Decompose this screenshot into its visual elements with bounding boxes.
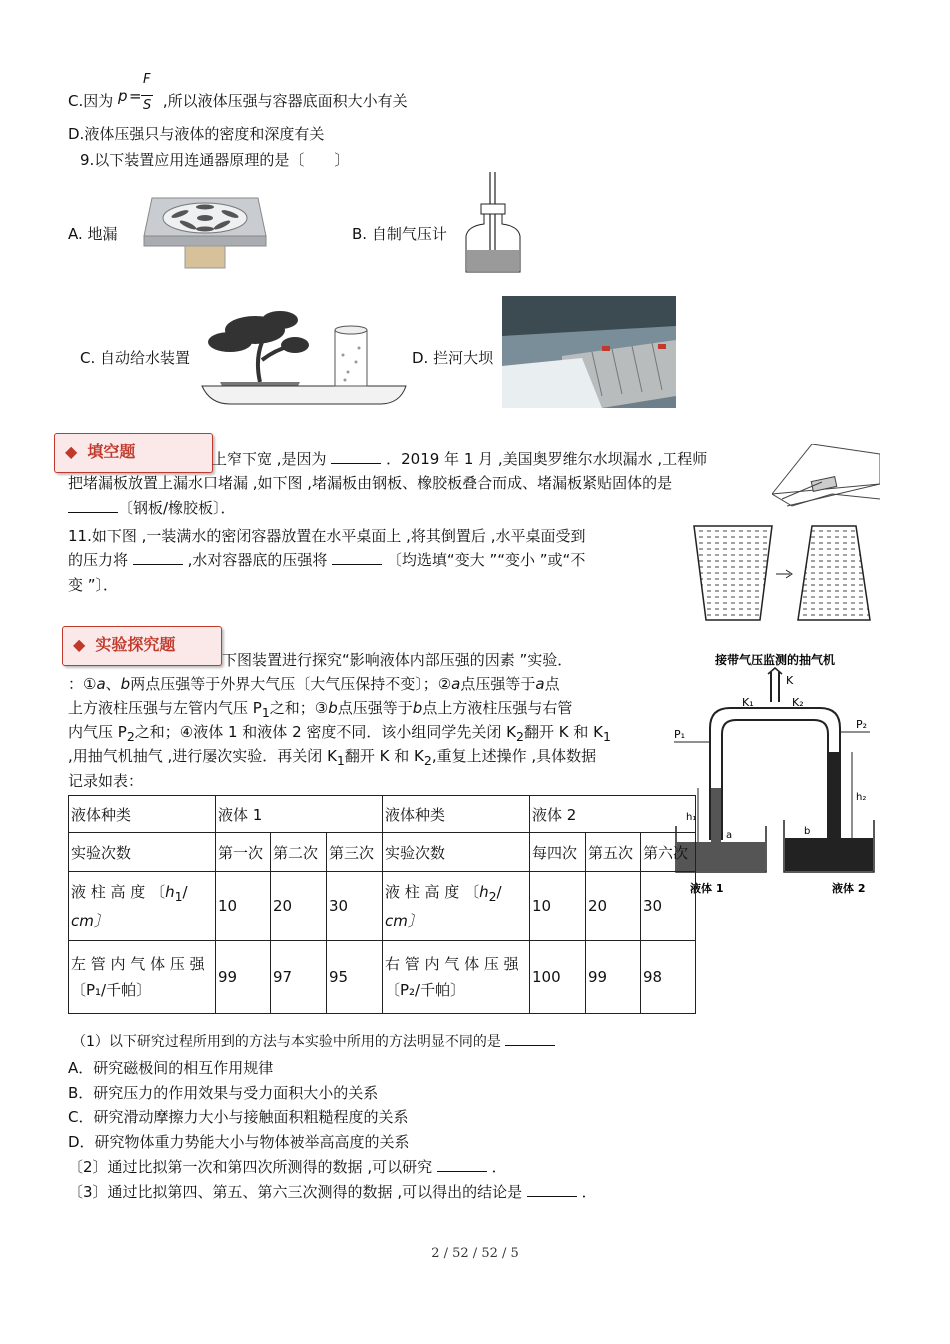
table-cell (69, 872, 216, 941)
q12-l4a: ,用抽气机抽气 ,进行屡次实验．再关闭 K (68, 747, 337, 765)
q9-option-b: B. 自制气压计 (352, 225, 447, 243)
table-cell: 30 (327, 872, 383, 941)
table-cell: 液体 1 (216, 796, 383, 833)
formula-denominator: S (143, 98, 152, 113)
table-cell: 第五次 (586, 833, 641, 872)
table-cell: 液体种类 (383, 796, 530, 833)
q12-l2a: 上方液柱压强与左管内气压 P (68, 699, 262, 717)
label-p1: P₁ (674, 728, 686, 741)
q12-l2c: 点压强等于 (337, 699, 413, 717)
sub3-text: 〔3〕通过比拟第四、第五、第六三次测得的数据 ,可以得出的结论是 (68, 1183, 523, 1201)
q12-line-4 (68, 746, 596, 771)
q12-line-0: 下图装置进行探究“影响液体内部压强的因素 ”实验． (222, 651, 573, 669)
q9-stem: 9.以下装置应用连通器原理的是〔 〕 (80, 151, 350, 169)
row3-right-sub: 2 (488, 888, 497, 904)
sub2 (68, 1157, 507, 1177)
experiment-apparatus-figure (670, 650, 880, 918)
table-cell: 20 (586, 872, 641, 941)
q12-l3sub: 2 (126, 729, 135, 744)
row3-left-unit: cm〕 (71, 911, 109, 930)
table-cell: 100 (530, 941, 586, 1014)
label-b: b (804, 826, 811, 837)
q12-l1b: 、 (105, 675, 121, 693)
table-cell: 液体 2 (530, 796, 696, 833)
row3-left-sub: 1 (174, 888, 183, 904)
q11-blank-2[interactable] (332, 564, 382, 565)
q12-l4sub: 1 (336, 753, 345, 768)
row3-right-a: 液 柱 高 度 〔 (385, 882, 480, 901)
row4-left-a: 左 管 内 气 体 压 强 (71, 955, 205, 973)
floor-drain-image (140, 190, 270, 272)
sub1-option-c: C．研究滑动摩擦力大小与接触面积粗糙程度的关系 (68, 1108, 409, 1126)
table-cell: 99 (586, 941, 641, 1014)
table-cell: 99 (216, 941, 271, 1014)
q10-blank-2[interactable] (68, 512, 118, 513)
sub2-end: ． (491, 1158, 507, 1176)
q12-l4c: ,重复上述操作 ,具体数据 (431, 747, 597, 765)
q12-l1e: 点 (544, 675, 560, 693)
sub1-option-d: D．研究物体重力势能大小与物体被举高高度的关系 (68, 1133, 410, 1151)
q10-blank-1[interactable] (331, 463, 381, 464)
label-liquid1: 液体 1 (690, 882, 724, 895)
label-a: a (726, 830, 733, 841)
q12-l3c: 翻开 K 和 K (523, 723, 603, 741)
experiment-data-table (68, 795, 696, 1014)
q10-line-1a: 上窄下宽 ,是因为 (212, 450, 327, 468)
q12-l2sub: 1 (261, 705, 270, 720)
leak-plate-image (772, 444, 880, 516)
label-p2: P₂ (856, 718, 868, 731)
q8-option-d: D.液体压强只与液体的密度和深度有关 (68, 125, 325, 143)
q12-l3sub2: 2 (516, 729, 524, 744)
q12-line-2 (68, 698, 572, 723)
table-cell: 每四次 (530, 833, 586, 872)
section-fill-in-label: 填空题 (87, 442, 136, 461)
table-cell: 实验次数 (69, 833, 216, 872)
formula-numerator: F (143, 72, 151, 87)
auto-watering-image (200, 300, 408, 410)
table-row (69, 796, 696, 833)
sub1-stem-text: （1）以下研究过程所用到的方法与本实验中所用的方法明显不同的是 (72, 1034, 501, 1050)
sub3-end: ． (581, 1183, 597, 1201)
q12-l2b-it: b (328, 699, 338, 717)
sealed-containers-image (690, 522, 880, 624)
q12-l1c: 两点压强等于外界大气压〔大气压保持不变〕；② (130, 675, 452, 693)
section-fill-in-tag (54, 433, 213, 473)
table-cell: 30 (641, 872, 696, 941)
sub3-blank[interactable] (527, 1196, 577, 1197)
q12-l4b: 翻开 K 和 K (344, 747, 424, 765)
figure-title: 接带气压监测的抽气机 (714, 653, 836, 667)
row3-right-h: h (479, 882, 489, 901)
q11-line-2a: 的压力将 (68, 551, 129, 569)
homemade-barometer-image (462, 172, 524, 276)
section-experiment-label: 实验探究题 (95, 635, 176, 654)
label-h2: h₂ (856, 792, 867, 803)
table-row (69, 833, 696, 872)
sub3 (68, 1182, 597, 1202)
q10-line-1b: ．2019 年 1 月 ,美国奥罗维尔水坝漏水 ,工程师 (386, 450, 708, 468)
table-cell: 实验次数 (383, 833, 530, 872)
table-cell (383, 872, 530, 941)
label-liquid2: 液体 2 (832, 882, 866, 895)
q12-line-5: 记录如表： (68, 772, 144, 790)
q8-option-c-text: ,所以液体压强与容器底面积大小有关 (162, 92, 408, 110)
sub2-blank[interactable] (437, 1171, 487, 1172)
q11-line-3: 变 ”〕． (68, 576, 119, 594)
row3-right-unit: cm〕 (385, 911, 423, 930)
sub1-option-b: B．研究压力的作用效果与受力面积大小的关系 (68, 1084, 379, 1102)
q12-line-1 (68, 674, 560, 694)
table-cell: 液体种类 (69, 796, 216, 833)
table-cell: 第二次 (271, 833, 327, 872)
sub1-stem (72, 1032, 555, 1052)
q9-option-d: D. 拦河大坝 (412, 349, 494, 367)
q8-option-c (68, 72, 408, 113)
q12-l1b-it: b (120, 675, 131, 693)
row4-right-a: 右 管 内 气 体 压 强 (385, 955, 519, 973)
q11-line-2b: ,水对容器底的压强将 (187, 551, 328, 569)
q12-l2d: 点上方液柱压强与右管 (422, 699, 573, 717)
table-cell: 98 (641, 941, 696, 1014)
q10-line-2: 把堵漏板放置上漏水口堵漏 ,如下图 ,堵漏板由钢板、橡胶板叠合而成、堵漏板紧贴固体的是 (68, 474, 673, 492)
q12-l1d: 点压强等于 (460, 675, 536, 693)
table-cell: 20 (271, 872, 327, 941)
table-cell: 10 (530, 872, 586, 941)
q11-line-1: 11.如下图 ,一装满水的密闭容器放置在水平桌面上 ,将其倒置后 ,水平桌面受到 (68, 527, 586, 545)
sub2-text: 〔2〕通过比拟第一次和第四次所测得的数据 ,可以研究 (68, 1158, 433, 1176)
row3-right-b: / (496, 882, 502, 901)
q11-line-2c: 〔均选填“变大 ”“变小 ”或“不 (386, 551, 586, 569)
row4-right-b: 〔P₂/千帕〕 (385, 981, 466, 999)
row3-left-a: 液 柱 高 度 〔 (71, 882, 166, 901)
sub1-option-a: A．研究磁极间的相互作用规律 (68, 1059, 274, 1077)
q9-option-a: A. 地漏 (68, 225, 118, 243)
q10-line-3-text: 〔钢板/橡胶板〕． (118, 499, 236, 517)
table-cell: 95 (327, 941, 383, 1014)
label-h1: h₁ (686, 812, 697, 823)
q12-l1a-it: a (96, 675, 106, 693)
q12-l2b: 之和；③ (269, 699, 329, 717)
page-footer: 2 / 52 / 52 / 5 (431, 1246, 519, 1261)
q12-l1c-it: a (451, 675, 461, 693)
table-cell (69, 941, 216, 1014)
table-cell (383, 941, 530, 1014)
q12-l4sub2: 2 (423, 753, 432, 768)
q12-l1d-it: a (535, 675, 545, 693)
q12-l3b: 之和；④液体 1 和液体 2 密度不同．该小组同学先关闭 K (134, 723, 516, 741)
q12-l1a: ：① (68, 675, 97, 693)
section-experiment-tag (62, 626, 222, 666)
q8-option-c-prefix: C.因为 (68, 92, 114, 110)
pressure-formula (118, 72, 158, 113)
row4-left-b: 〔P₁/千帕〕 (71, 981, 152, 999)
table-row (69, 941, 696, 1014)
q11-blank-1[interactable] (133, 564, 183, 565)
diamond-icon: ◆ (65, 442, 78, 461)
q11-line-2 (68, 550, 585, 570)
q12-line-3 (68, 722, 611, 747)
q12-l3sub3: 1 (602, 729, 611, 744)
q10-line-3 (68, 498, 236, 518)
diamond-icon: ◆ (73, 635, 86, 654)
sub1-blank[interactable] (505, 1045, 555, 1046)
table-cell: 第六次 (641, 833, 696, 872)
formula-eq: = (129, 87, 142, 105)
q10-line-1 (212, 449, 707, 469)
q12-l2c-it: b (412, 699, 423, 717)
row3-left-h: h (165, 882, 175, 901)
table-cell: 第一次 (216, 833, 271, 872)
q12-l3a: 内气压 P (68, 723, 127, 741)
q9-option-c: C. 自动给水装置 (80, 349, 191, 367)
table-cell: 97 (271, 941, 327, 1014)
formula-p: p (118, 87, 128, 105)
dam-photo-image (502, 296, 676, 408)
row3-left-b: / (182, 882, 188, 901)
label-k: K (786, 674, 794, 687)
table-cell: 10 (216, 872, 271, 941)
table-cell: 第三次 (327, 833, 383, 872)
label-k2: K₂ (792, 696, 804, 709)
table-row (69, 872, 696, 941)
label-k1: K₁ (742, 696, 754, 709)
